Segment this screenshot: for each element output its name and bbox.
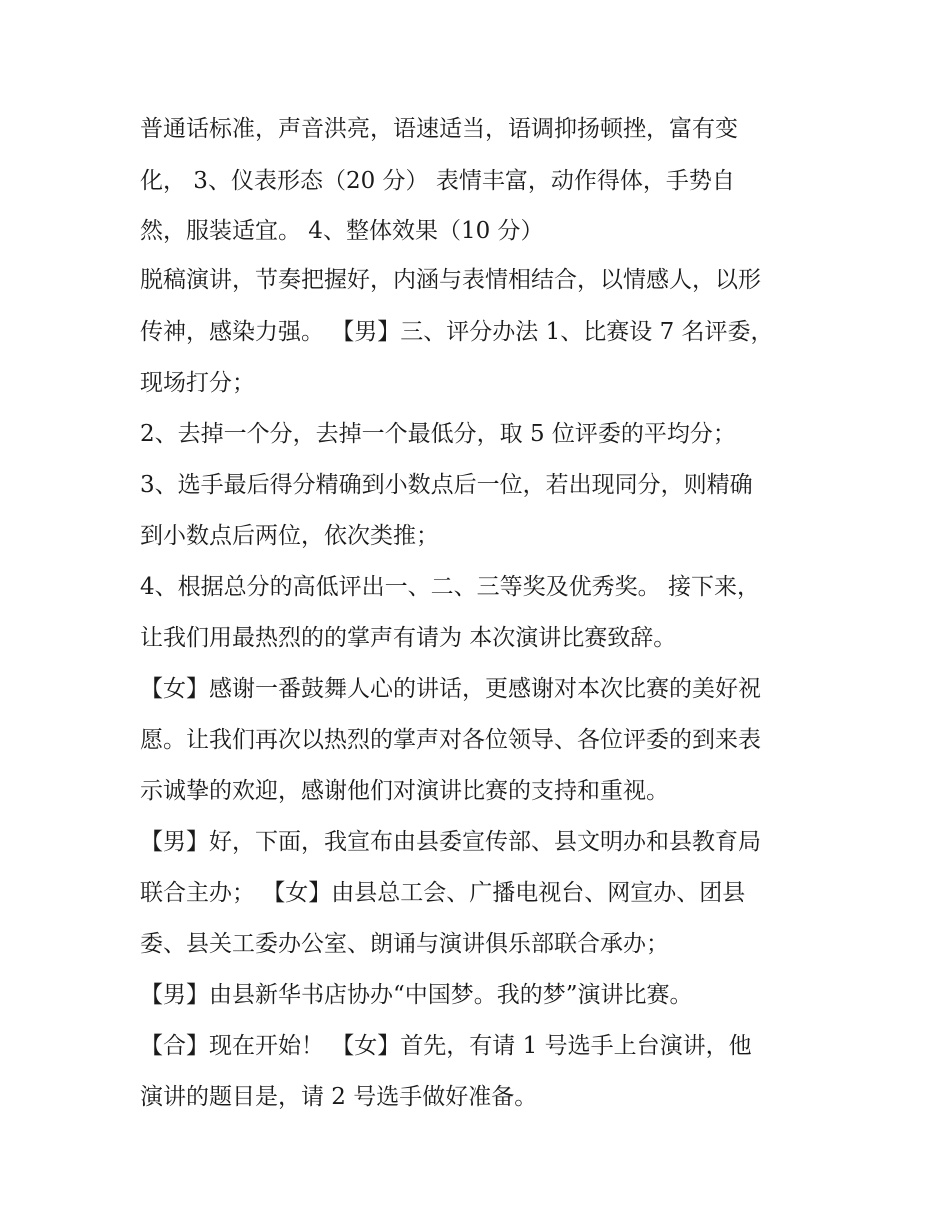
text-line: 然，服装适宜。 4、整体效果（10 分）: [140, 218, 544, 244]
text-line: 演讲的题目是，请 2 号选手做好准备。: [140, 1084, 538, 1110]
text-line: 示诚挚的欢迎，感谢他们对演讲比赛的支持和重视。: [140, 778, 669, 804]
text-line: 脱稿演讲，节奏把握好，内涵与表情相结合，以情感人，以形: [140, 267, 761, 293]
text-line: 传神，感染力强。 【男】三、评分办法 1、比赛设 7 名评委，: [140, 319, 774, 345]
text-line: 到小数点后两位，依次类推；: [140, 523, 439, 549]
text-line: 【男】好，下面，我宣布由县委宣传部、县文明办和县教育局: [140, 829, 761, 855]
text-line: 【男】由县新华书店协办“中国梦。我的梦”演讲比赛。: [140, 982, 693, 1008]
text-line: 让我们用最热烈的的掌声有请为 本次演讲比赛致辞。: [140, 625, 677, 651]
text-line: 联合主办； 【女】由县总工会、广播电视台、网宣办、团县: [140, 880, 746, 906]
text-line: 现场打分；: [140, 370, 255, 396]
text-line: 【女】感谢一番鼓舞人心的讲话，更感谢对本次比赛的美好祝: [140, 676, 761, 702]
text-line: 4、根据总分的高低评出一、二、三等奖及优秀奖。 接下来，: [140, 574, 760, 600]
text-line: 【合】现在开始！ 【女】首先，有请 1 号选手上台演讲，他: [140, 1033, 752, 1059]
text-line: 委、县关工委办公室、朗诵与演讲俱乐部联合承办；: [140, 931, 669, 957]
text-line: 2、去掉一个分，去掉一个最低分，取 5 位评委的平均分；: [140, 421, 736, 447]
text-line: 普通话标准，声音洪亮，语速适当，语调抑扬顿挫，富有变: [140, 116, 738, 142]
text-line: 愿。让我们再次以热烈的掌声对各位领导、各位评委的到来表: [140, 727, 761, 753]
text-line: 化， 3、仪表形态（20 分） 表情丰富，动作得体，手势自: [140, 168, 735, 194]
text-line: 3、选手最后得分精确到小数点后一位，若出现同分，则精确: [140, 472, 753, 498]
